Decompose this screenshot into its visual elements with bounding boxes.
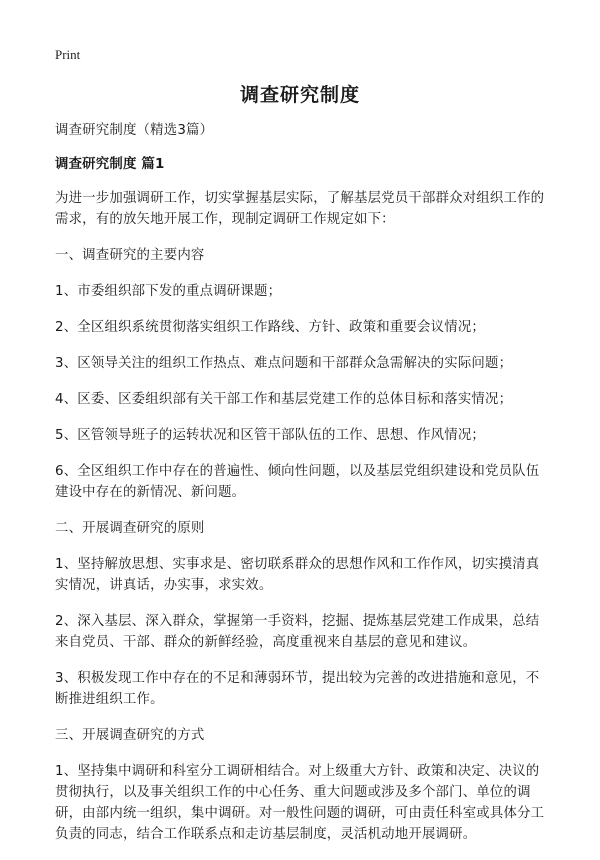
document-subtitle: 调查研究制度（精选3篇）	[55, 123, 214, 138]
paragraph: 1、市委组织部下发的重点调研课题；	[55, 284, 282, 299]
print-label: Print	[55, 47, 81, 62]
paragraph: 3、区领导关注的组织工作热点、难点问题和干部群众急需解决的实际问题；	[55, 356, 513, 371]
paragraph: 2、深入基层、深入群众，掌握第一手资料，挖掘、提炼基层党建工作成果，总结来自党员、干部、群众的新鲜经验，高度重视来自基层的意见和建议。	[55, 614, 540, 650]
paragraph: 1、坚持解放思想、实事求是、密切联系群众的思想作风和工作作风，切实摸清真实情况，讲真话，办实事，求实效。	[55, 557, 540, 593]
document-body	[55, 120, 550, 860]
paragraph: 4、区委、区委组织部有关干部工作和基层党建工作的总体目标和落实情况；	[55, 392, 513, 407]
part-two-heading: 二、开展调查研究的原则	[55, 521, 205, 536]
section-heading: 调查研究制度 篇1	[55, 157, 165, 172]
document-title: 调查研究制度	[239, 84, 360, 106]
paragraph: 1、坚持集中调研和科室分工调研相结合。对上级重大方针、政策和决定、决议的贯彻执行，以及事关组织工作的中心任务、重大问题或涉及多个部门、单位的调研，由部内统一组织，集中调研。对一般性问题的调研，可由责任科室或具体分工负责的同志，结合工作联系点和走访基层制度，灵活机动地开展调研。	[55, 764, 545, 842]
part-three-heading: 三、开展调查研究的方式	[55, 728, 205, 743]
intro-paragraph: 为进一步加强调研工作，切实掌握基层实际，了解基层党员干部群众对组织工作的需求，有的放矢地开展工作，现制定调研工作规定如下：	[55, 191, 545, 227]
part-one-heading: 一、调查研究的主要内容	[55, 248, 205, 263]
paragraph: 2、全区组织系统贯彻落实组织工作路线、方针、政策和重要会议情况；	[55, 320, 486, 335]
paragraph: 6、全区组织工作中存在的普遍性、倾向性问题，以及基层党组织建设和党员队伍建设中存在的新情况、新问题。	[55, 464, 540, 500]
paragraph: 5、区管领导班子的运转状况和区管干部队伍的工作、思想、作风情况；	[55, 428, 486, 443]
paragraph: 3、积极发现工作中存在的不足和薄弱环节，提出较为完善的改进措施和意见，不断推进组织工作。	[55, 671, 540, 707]
